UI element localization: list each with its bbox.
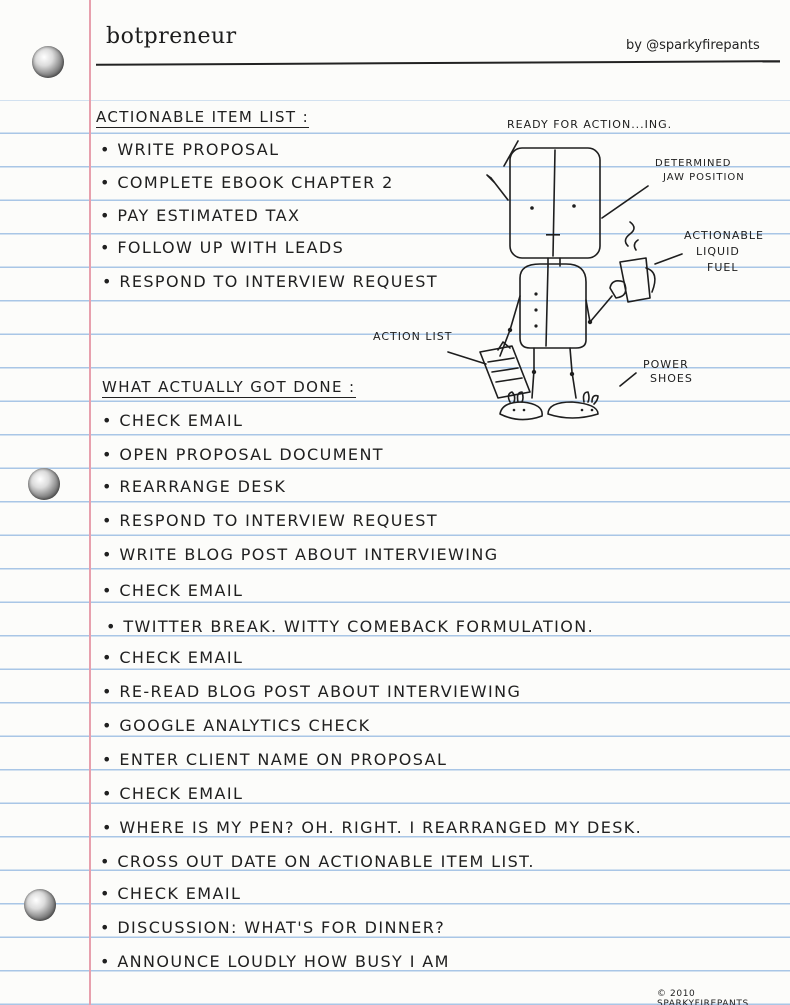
- steam-icon: [625, 222, 634, 246]
- annotation-jaw-1: DETERMINED: [655, 158, 732, 169]
- list-item: • TWITTER BREAK. WITTY COMEBACK FORMULATION.: [106, 617, 595, 636]
- robot-body-seam: [546, 266, 548, 346]
- bunny-eye: [513, 409, 516, 412]
- bunny-slipper-right: [548, 402, 598, 418]
- list-item: • GOOGLE ANALYTICS CHECK: [102, 716, 371, 735]
- steam-icon-small: [634, 240, 638, 250]
- byline: by @sparkyfirepants: [626, 38, 760, 53]
- pointer-line-fuel: [655, 254, 682, 264]
- pointer-line-jaw: [602, 186, 648, 218]
- list-item: • CHECK EMAIL: [102, 648, 244, 667]
- list-item: • ANNOUNCE LOUDLY HOW BUSY I AM: [100, 952, 450, 971]
- bunny-ear: [584, 392, 590, 402]
- bunny-slipper-left: [500, 402, 542, 420]
- coffee-mug-icon: [620, 258, 650, 302]
- list-item: • CHECK EMAIL: [100, 884, 242, 903]
- robot-elbow-joint: [588, 320, 592, 324]
- done-list-heading: WHAT ACTUALLY GOT DONE :: [102, 378, 356, 396]
- annotation-action-list: ACTION LIST: [373, 330, 453, 343]
- annotation-jaw-2: JAW POSITION: [663, 172, 745, 183]
- actionable-list-heading: ACTIONABLE ITEM LIST :: [96, 108, 310, 126]
- annotation-fuel-2: LIQUID: [696, 245, 740, 258]
- list-item: • RESPOND TO INTERVIEW REQUEST: [102, 272, 439, 291]
- list-item: • RE-READ BLOG POST ABOUT INTERVIEWING: [102, 682, 522, 701]
- bunny-ear: [508, 392, 514, 402]
- bunny-eye: [591, 409, 594, 412]
- pointer-line-shoes: [620, 373, 636, 386]
- list-item: • WHERE IS MY PEN? OH. RIGHT. I REARRANGED MY DESK.: [102, 818, 643, 837]
- bunny-eye: [581, 409, 584, 412]
- annotation-shoes-2: SHOES: [650, 372, 693, 385]
- robot-right-arm: [586, 296, 612, 322]
- list-item: • CHECK EMAIL: [102, 784, 244, 803]
- list-item: • OPEN PROPOSAL DOCUMENT: [102, 445, 384, 464]
- robot-knee-joint: [532, 370, 536, 374]
- robot-elbow-joint: [508, 328, 512, 332]
- robot-left-eye: [530, 206, 534, 210]
- page-title: botpreneur: [106, 24, 237, 49]
- list-item: • WRITE BLOG POST ABOUT INTERVIEWING: [102, 545, 499, 564]
- bunny-eye: [523, 409, 526, 412]
- robot-button: [534, 308, 537, 311]
- copyright-text: © 2010 SPARKYFIREPANTS: [657, 989, 749, 1005]
- list-item: • CHECK EMAIL: [102, 581, 244, 600]
- robot-right-eye: [572, 204, 576, 208]
- list-item: • FOLLOW UP WITH LEADS: [100, 238, 345, 257]
- pencil-tip: [487, 175, 494, 182]
- annotation-fuel-3: FUEL: [707, 261, 739, 274]
- clipboard-icon: [480, 346, 530, 398]
- annotation-fuel-1: ACTIONABLE: [684, 229, 765, 242]
- robot-button: [534, 324, 537, 327]
- list-item: • REARRANGE DESK: [102, 477, 287, 496]
- robot-mouth: [546, 234, 560, 236]
- list-item: • WRITE PROPOSAL: [100, 140, 280, 159]
- bunny-ear: [592, 396, 598, 404]
- robot-head-seam: [553, 150, 555, 256]
- clipboard-lines: [488, 358, 522, 382]
- list-item: • ENTER CLIENT NAME ON PROPOSAL: [102, 750, 448, 769]
- annotation-ready: READY FOR ACTION...ING.: [507, 118, 673, 131]
- list-item: • CROSS OUT DATE ON ACTIONABLE ITEM LIST.: [100, 852, 535, 871]
- list-item: • RESPOND TO INTERVIEW REQUEST: [102, 511, 439, 530]
- robot-button: [534, 292, 537, 295]
- list-item: • COMPLETE EBOOK CHAPTER 2: [100, 173, 394, 192]
- list-item: • DISCUSSION: WHAT'S FOR DINNER?: [100, 918, 446, 937]
- list-item: • CHECK EMAIL: [102, 411, 244, 430]
- robot-knee-joint: [570, 372, 574, 376]
- list-item: • PAY ESTIMATED TAX: [100, 206, 301, 225]
- annotation-shoes-1: POWER: [643, 358, 689, 371]
- robot-body: [520, 264, 586, 348]
